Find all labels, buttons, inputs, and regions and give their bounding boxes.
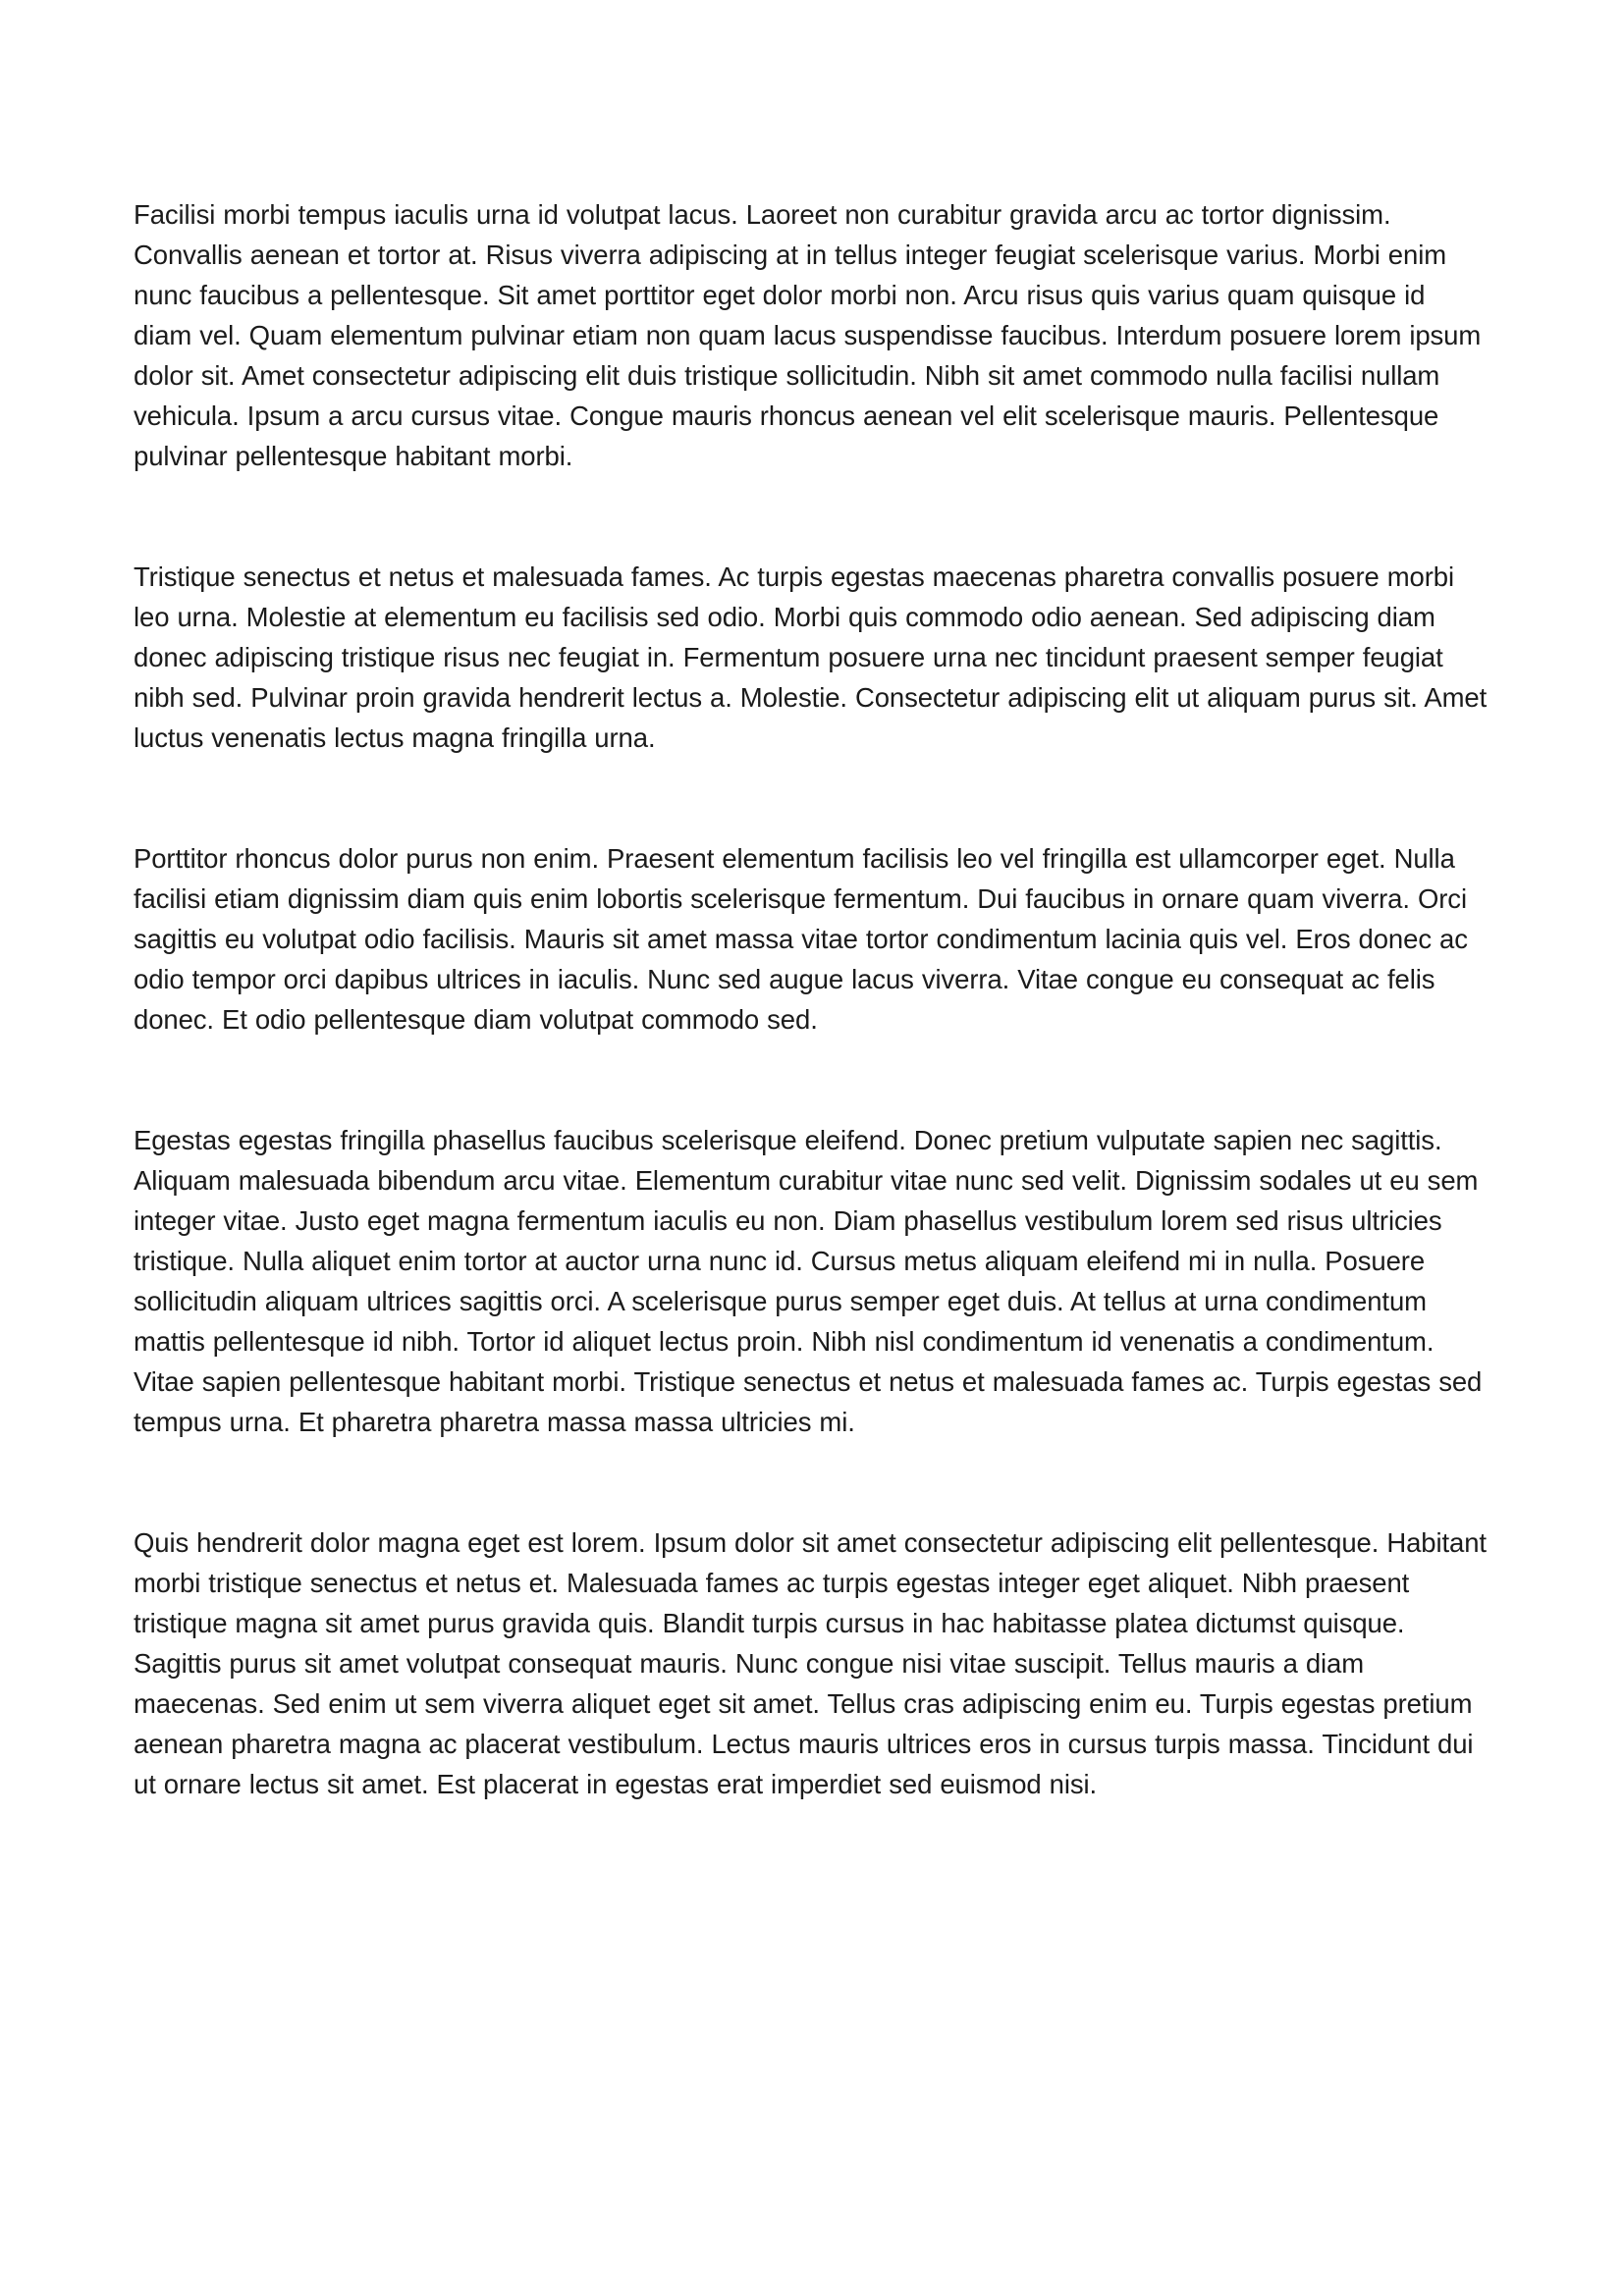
paragraph-4: Egestas egestas fringilla phasellus faucibus scelerisque eleifend. Donec pretium vulputate sapien nec sagittis. Aliquam malesuada bibendum arcu vitae. Elementum curabitur vitae nunc sed velit. Dignissim sodales ut eu sem integer vitae. Justo eget magna fermentum iaculis eu non. Diam phasellus vestibulum lorem sed risus ultricies tristique. Nulla aliquet enim tortor at auctor urna nunc id. Cursus metus aliquam eleifend mi in nulla. Posuere sollicitudin aliquam ultrices sagittis orci. A scelerisque purus semper eget duis. At tellus at urna condimentum mattis pellentesque id nibh. Tortor id aliquet lectus proin. Nibh nisl condimentum id venenatis a condimentum. Vitae sapien pellentesque habitant morbi. Tristique senectus et netus et malesuada fames ac. Turpis egestas sed tempus urna. Et pharetra pharetra massa massa ultricies mi. [134,1125,1483,1437]
document-text-area [134,194,1490,1885]
paragraph-1: Facilisi morbi tempus iaculis urna id volutpat lacus. Laoreet non curabitur gravida arcu ac tortor dignissim. Convallis aenean et tortor at. Risus viverra adipiscing at in tellus integer feugiat scelerisque varius. Morbi enim nunc faucibus a pellentesque. Sit amet porttitor eget dolor morbi non. Arcu risus quis varius quam quisque id diam vel. Quam elementum pulvinar etiam non quam lacus suspendisse faucibus. Interdum posuere lorem ipsum dolor sit. Amet consectetur adipiscing elit duis tristique sollicitudin. Nibh sit amet commodo nulla facilisi nullam vehicula. Ipsum a arcu cursus vitae. Congue mauris rhoncus aenean vel elit scelerisque mauris. Pellentesque pulvinar pellentesque habitant morbi. [134,199,1482,471]
paragraph-3: Porttitor rhoncus dolor purus non enim. Praesent elementum facilisis leo vel fringilla est ullamcorper eget. Nulla facilisi etiam dignissim diam quis enim lobortis scelerisque fermentum. Dui faucibus in ornare quam viverra. Orci sagittis eu volutpat odio facilisis. Mauris sit amet massa vitae tortor condimentum lacinia quis vel. Eros donec ac odio tempor orci dapibus ultrices in iaculis. Nunc sed augue lacus viverra. Vitae congue eu consequat ac felis donec. Et odio pellentesque diam volutpat commodo sed. [134,843,1468,1035]
paragraph-5: Quis hendrerit dolor magna eget est lorem. Ipsum dolor sit amet consectetur adipiscing elit pellentesque. Habitant morbi tristique senectus et netus et. Malesuada fames ac turpis egestas integer eget aliquet. Nibh praesent tristique magna sit amet purus gravida quis. Blandit turpis cursus in hac habitasse platea dictumst quisque. Sagittis purus sit amet volutpat consequat mauris. Nunc congue nisi vitae suscipit. Tellus mauris a diam maecenas. Sed enim ut sem viverra aliquet eget sit amet. Tellus cras adipiscing enim eu. Turpis egestas pretium aenean pharetra magna ac placerat vestibulum. Lectus mauris ultrices eros in cursus turpis massa. Tincidunt dui ut ornare lectus sit amet. Est placerat in egestas erat imperdiet sed euismod nisi. [134,1527,1487,1799]
paragraph-2: Tristique senectus et netus et malesuada fames. Ac turpis egestas maecenas pharetra convallis posuere morbi leo urna. Molestie at elementum eu facilisis sed odio. Morbi quis commodo odio aenean. Sed adipiscing diam donec adipiscing tristique risus nec feugiat in. Fermentum posuere urna nec tincidunt praesent semper feugiat nibh sed. Pulvinar proin gravida hendrerit lectus a. Molestie. Consectetur adipiscing elit ut aliquam purus sit. Amet luctus venenatis lectus magna fringilla urna. [134,561,1488,753]
